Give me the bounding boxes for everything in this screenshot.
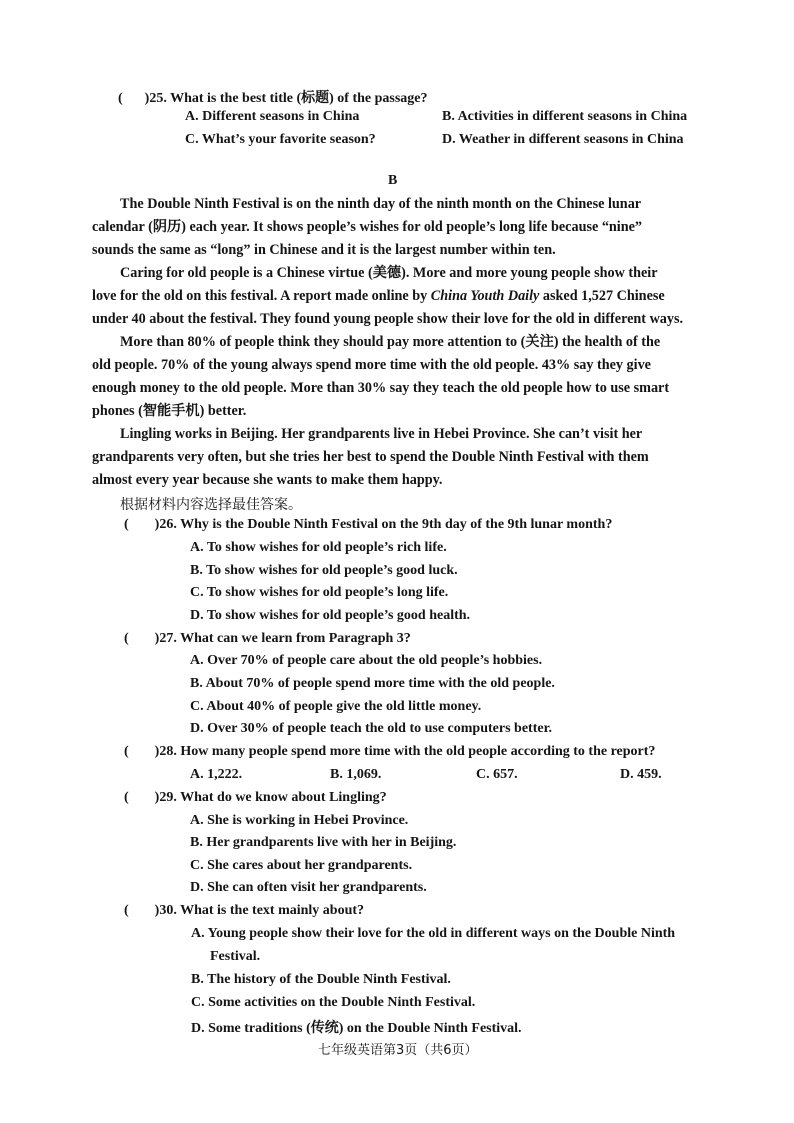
q29-option-b[interactable]: B. Her grandparents live with her in Beijing. bbox=[190, 835, 457, 850]
answer-blank[interactable]: ( ) bbox=[118, 91, 150, 106]
q30-option-a[interactable]: A. Young people show their love for the old in different ways on the Double Ninth bbox=[191, 926, 676, 941]
answer-blank[interactable]: ( ) bbox=[124, 790, 160, 805]
question-29-stem: ( )29. What do we know about Lingling? bbox=[124, 790, 387, 805]
q25-option-d[interactable]: D. Weather in different seasons in China bbox=[442, 132, 684, 147]
q27-option-b[interactable]: B. About 70% of people spend more time with the old people. bbox=[190, 676, 555, 691]
passage-p2-line3: under 40 about the festival. They found young people show their love for the old in different ways. bbox=[92, 311, 684, 327]
q26-option-b[interactable]: B. To show wishes for old people’s good luck. bbox=[190, 563, 458, 578]
q28-option-d[interactable]: D. 459. bbox=[620, 767, 662, 782]
passage-p1-line3: sounds the same as “long” in Chinese and it is the largest number within ten. bbox=[92, 242, 556, 258]
q30-option-b[interactable]: B. The history of the Double Ninth Festival. bbox=[191, 972, 451, 987]
q30-option-a-cont[interactable]: Festival. bbox=[210, 949, 261, 964]
question-28-stem: ( )28. How many people spend more time with the old people according to the report? bbox=[124, 744, 656, 759]
passage-p4-line1: Lingling works in Beijing. Her grandparents live in Hebei Province. She can’t visit her bbox=[120, 426, 643, 442]
passage-p3-line3: enough money to the old people. More than 30% say they teach the old people how to use smart bbox=[92, 380, 670, 396]
q26-option-d[interactable]: D. To show wishes for old people’s good health. bbox=[190, 608, 471, 623]
passage-p3-line4: phones (智能手机) better. bbox=[92, 403, 247, 419]
answer-blank[interactable]: ( ) bbox=[124, 744, 160, 759]
reading-passage bbox=[92, 193, 700, 492]
passage-p4-line3: almost every year because she wants to make them happy. bbox=[92, 472, 443, 488]
answer-blank[interactable]: ( ) bbox=[124, 517, 160, 532]
q30-option-c[interactable]: C. Some activities on the Double Ninth Festival. bbox=[191, 995, 476, 1010]
q29-option-c[interactable]: C. She cares about her grandparents. bbox=[190, 858, 413, 873]
q25-option-c[interactable]: C. What’s your favorite season? bbox=[185, 132, 376, 147]
q26-option-a[interactable]: A. To show wishes for old people’s rich life. bbox=[190, 540, 447, 555]
question-27-stem: ( )27. What can we learn from Paragraph 3? bbox=[124, 631, 411, 646]
page-footer: 七年级英语第3页（共6页） bbox=[318, 1043, 478, 1058]
q28-option-c[interactable]: C. 657. bbox=[476, 767, 518, 782]
question-25-stem: ( )25. What is the best title (标题) of the passage? bbox=[118, 91, 428, 106]
answer-blank[interactable]: ( ) bbox=[124, 903, 160, 918]
section-label: B bbox=[388, 173, 398, 188]
q25-option-b[interactable]: B. Activities in different seasons in China bbox=[442, 109, 688, 124]
passage-p1-line2: calendar (阴历) each year. It shows people’s wishes for old people’s long life because “nine” bbox=[92, 219, 643, 235]
q29-option-d[interactable]: D. She can often visit her grandparents. bbox=[190, 880, 427, 895]
instruction-text: 根据材料内容选择最佳答案。 bbox=[120, 497, 302, 513]
passage-p1-line1: The Double Ninth Festival is on the ninth day of the ninth month on the Chinese lunar bbox=[120, 196, 642, 212]
question-30-stem: ( )30. What is the text mainly about? bbox=[124, 903, 365, 918]
q27-option-a[interactable]: A. Over 70% of people care about the old people’s hobbies. bbox=[190, 653, 543, 668]
passage-p3-line2: old people. 70% of the young always spend more time with the old people. 43% say they give bbox=[92, 357, 651, 373]
q27-option-c[interactable]: C. About 40% of people give the old little money. bbox=[190, 699, 482, 714]
passage-p2-line1: Caring for old people is a Chinese virtue (美德). More and more young people show their bbox=[120, 265, 658, 281]
passage-p2-line2: love for the old on this festival. A report made online by China Youth Daily asked 1,527 Chinese bbox=[92, 288, 665, 304]
q30-option-d[interactable]: D. Some traditions (传统) on the Double Ninth Festival. bbox=[191, 1021, 522, 1036]
question-26-stem: ( )26. Why is the Double Ninth Festival on the 9th day of the 9th lunar month? bbox=[124, 517, 613, 532]
q26-option-c[interactable]: C. To show wishes for old people’s long life. bbox=[190, 585, 449, 600]
answer-blank[interactable]: ( ) bbox=[124, 631, 160, 646]
q27-option-d[interactable]: D. Over 30% of people teach the old to use computers better. bbox=[190, 721, 553, 736]
passage-p4-line2: grandparents very often, but she tries her best to spend the Double Ninth Festival with them bbox=[92, 449, 649, 465]
passage-p3-line1: More than 80% of people think they should pay more attention to (关注) the health of the bbox=[120, 334, 661, 350]
q25-option-a[interactable]: A. Different seasons in China bbox=[185, 109, 360, 124]
q28-option-a[interactable]: A. 1,222. bbox=[190, 767, 243, 782]
q29-option-a[interactable]: A. She is working in Hebei Province. bbox=[190, 813, 409, 828]
q28-option-b[interactable]: B. 1,069. bbox=[330, 767, 382, 782]
